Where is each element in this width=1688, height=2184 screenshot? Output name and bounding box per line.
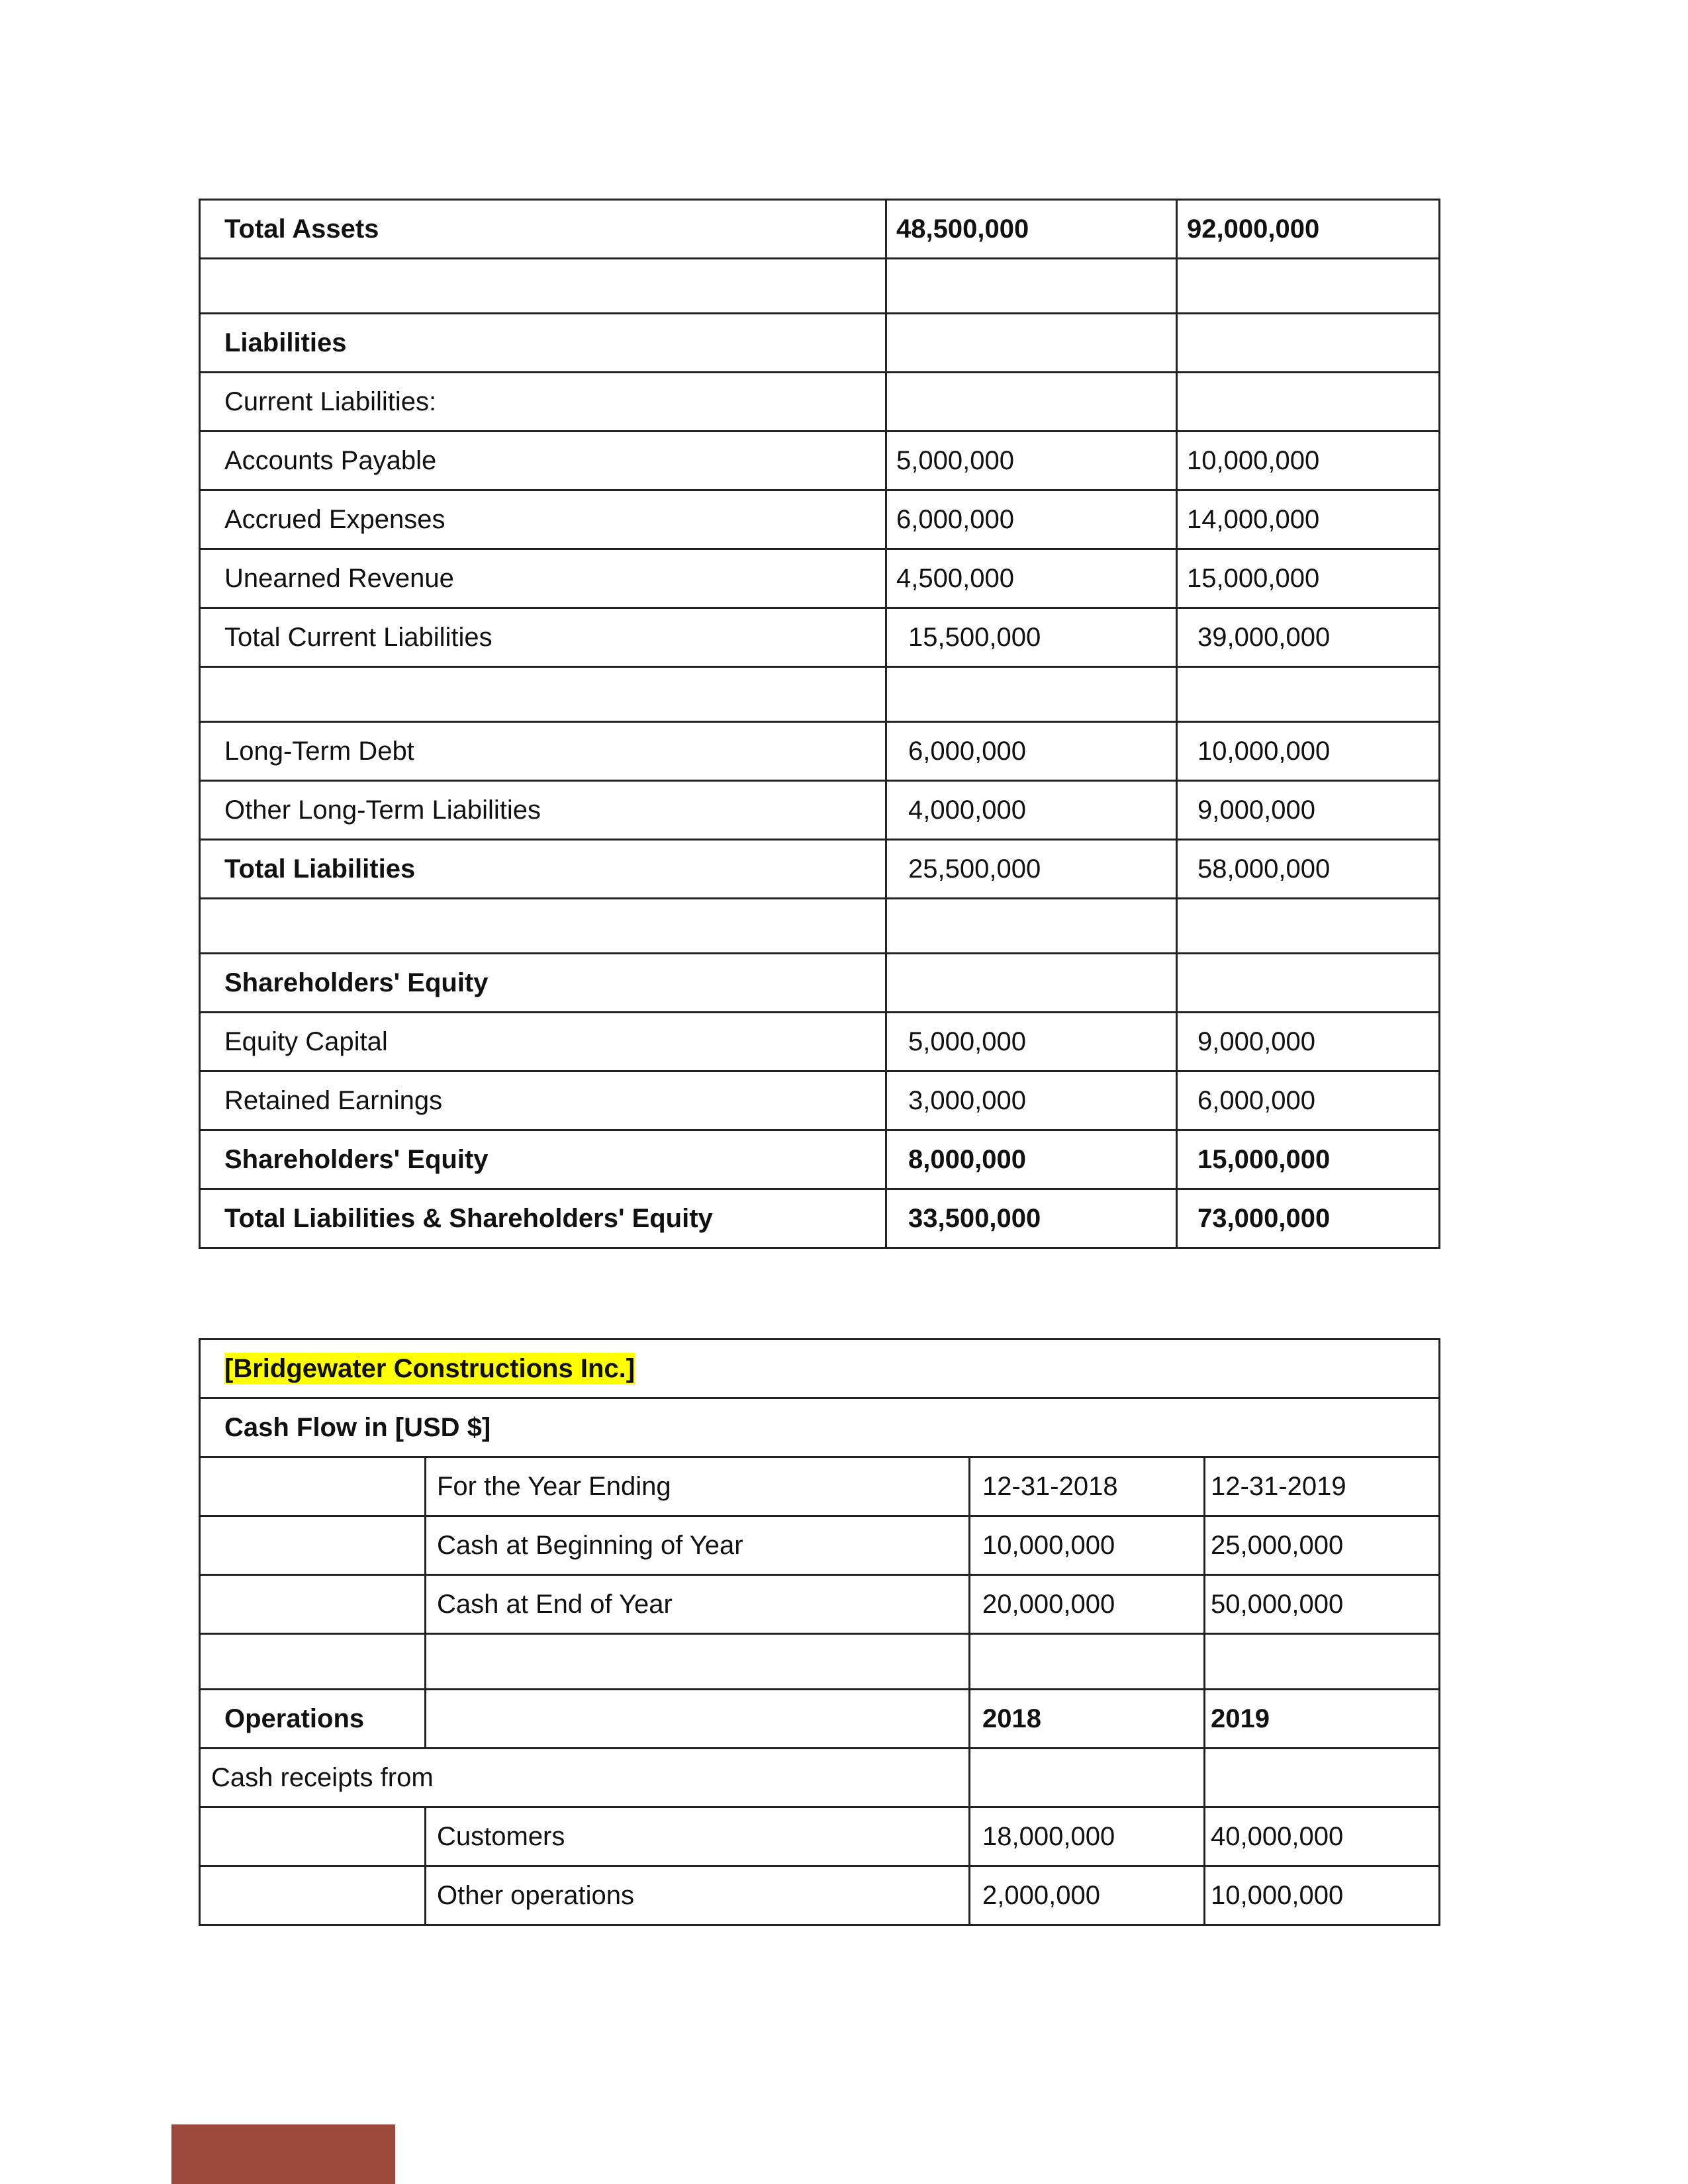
cash-flow-subtitle-row <box>200 1398 1440 1457</box>
value-2018: 48,500,000 <box>886 200 1177 259</box>
row-label: Equity Capital <box>200 1013 886 1071</box>
table-row <box>200 1071 1440 1130</box>
value-2018: 8,000,000 <box>886 1130 1177 1189</box>
row-label: Unearned Revenue <box>200 549 886 608</box>
balance-sheet-table <box>199 199 1440 1249</box>
value-2019: 15,000,000 <box>1177 1130 1440 1189</box>
empty-cell <box>200 1866 426 1925</box>
row-label: Accounts Payable <box>200 432 886 490</box>
value-2019: 58,000,000 <box>1177 840 1440 899</box>
empty-cell <box>200 1516 426 1575</box>
value-2019: 25,000,000 <box>1205 1516 1440 1575</box>
value-2019 <box>1177 899 1440 954</box>
empty-cell <box>426 1690 970 1749</box>
value-2018: 2,000,000 <box>970 1866 1205 1925</box>
period-2018: 12-31-2018 <box>970 1457 1205 1516</box>
table-row <box>200 1013 1440 1071</box>
table-row <box>200 1189 1440 1248</box>
value-2019: 9,000,000 <box>1177 781 1440 840</box>
value-2019: 10,000,000 <box>1177 722 1440 781</box>
value-2019 <box>1177 259 1440 314</box>
value-2018 <box>886 259 1177 314</box>
value-2019 <box>1177 314 1440 373</box>
table-row <box>200 1130 1440 1189</box>
company-name-cell <box>200 1340 1440 1398</box>
row-label: Total Current Liabilities <box>200 608 886 667</box>
receipts-label: Cash receipts from <box>200 1749 970 1807</box>
period-2019: 12-31-2019 <box>1205 1457 1440 1516</box>
receipts-header-row <box>200 1749 1440 1807</box>
empty-cell <box>200 1575 426 1634</box>
value-2018: 33,500,000 <box>886 1189 1177 1248</box>
empty-cell <box>970 1634 1205 1690</box>
spacer-row <box>200 899 1440 954</box>
value-2019 <box>1177 667 1440 722</box>
value-2018: 4,000,000 <box>886 781 1177 840</box>
value-2018: 15,500,000 <box>886 608 1177 667</box>
table-row <box>200 1866 1440 1925</box>
table-row <box>200 1575 1440 1634</box>
value-2018: 18,000,000 <box>970 1807 1205 1866</box>
row-label: Total Assets <box>200 200 886 259</box>
value-2018: 5,000,000 <box>886 432 1177 490</box>
empty-cell <box>426 1634 970 1690</box>
operations-2019: 2019 <box>1205 1690 1440 1749</box>
row-label: Long-Term Debt <box>200 722 886 781</box>
value-2018 <box>886 954 1177 1013</box>
row-label <box>200 259 886 314</box>
row-label: Shareholders' Equity <box>200 954 886 1013</box>
empty-cell <box>200 1807 426 1866</box>
table-row <box>200 314 1440 373</box>
row-label: Retained Earnings <box>200 1071 886 1130</box>
company-name-row <box>200 1340 1440 1398</box>
row-label: Customers <box>426 1807 970 1866</box>
value-2019: 6,000,000 <box>1177 1071 1440 1130</box>
table-row <box>200 432 1440 490</box>
value-2019: 15,000,000 <box>1177 549 1440 608</box>
value-2019 <box>1177 373 1440 432</box>
value-2019: 9,000,000 <box>1177 1013 1440 1071</box>
table-row <box>200 549 1440 608</box>
table-row <box>200 200 1440 259</box>
value-2018 <box>886 899 1177 954</box>
row-label: Shareholders' Equity <box>200 1130 886 1189</box>
value-2018 <box>886 373 1177 432</box>
row-label: Cash at End of Year <box>426 1575 970 1634</box>
value-2018: 25,500,000 <box>886 840 1177 899</box>
value-2019: 40,000,000 <box>1205 1807 1440 1866</box>
operations-2018: 2018 <box>970 1690 1205 1749</box>
value-2019: 39,000,000 <box>1177 608 1440 667</box>
table-row <box>200 954 1440 1013</box>
row-label: Accrued Expenses <box>200 490 886 549</box>
empty-cell <box>1205 1749 1440 1807</box>
balance-sheet-body <box>200 200 1440 1248</box>
table-row <box>200 722 1440 781</box>
row-label: Total Liabilities & Shareholders' Equity <box>200 1189 886 1248</box>
value-2019: 50,000,000 <box>1205 1575 1440 1634</box>
company-name: [Bridgewater Constructions Inc.] <box>224 1354 635 1383</box>
value-2018 <box>886 667 1177 722</box>
value-2019: 73,000,000 <box>1177 1189 1440 1248</box>
empty-cell <box>200 1457 426 1516</box>
table-row <box>200 608 1440 667</box>
spacer-row <box>200 667 1440 722</box>
row-label: Other Long-Term Liabilities <box>200 781 886 840</box>
value-2019 <box>1177 954 1440 1013</box>
row-label: Liabilities <box>200 314 886 373</box>
value-2018 <box>886 314 1177 373</box>
value-2019: 10,000,000 <box>1177 432 1440 490</box>
empty-cell <box>970 1749 1205 1807</box>
value-2019: 14,000,000 <box>1177 490 1440 549</box>
spacer-row <box>200 1634 1440 1690</box>
operations-row <box>200 1690 1440 1749</box>
spacer-row <box>200 259 1440 314</box>
row-label: Other operations <box>426 1866 970 1925</box>
table-row <box>200 490 1440 549</box>
empty-cell <box>200 1634 426 1690</box>
row-label: Total Liabilities <box>200 840 886 899</box>
value-2018: 5,000,000 <box>886 1013 1177 1071</box>
value-2018: 4,500,000 <box>886 549 1177 608</box>
row-label <box>200 899 886 954</box>
operations-label: Operations <box>200 1690 426 1749</box>
table-row <box>200 1807 1440 1866</box>
period-row <box>200 1457 1440 1516</box>
value-2018: 20,000,000 <box>970 1575 1205 1634</box>
value-2018: 6,000,000 <box>886 722 1177 781</box>
empty-cell <box>1205 1634 1440 1690</box>
value-2018: 6,000,000 <box>886 490 1177 549</box>
row-label <box>200 667 886 722</box>
value-2019: 92,000,000 <box>1177 200 1440 259</box>
table-row <box>200 1516 1440 1575</box>
cash-flow-subtitle: Cash Flow in [USD $] <box>200 1398 1440 1457</box>
cash-flow-table <box>199 1338 1440 1926</box>
period-label: For the Year Ending <box>426 1457 970 1516</box>
row-label: Current Liabilities: <box>200 373 886 432</box>
table-row <box>200 781 1440 840</box>
row-label: Cash at Beginning of Year <box>426 1516 970 1575</box>
value-2019: 10,000,000 <box>1205 1866 1440 1925</box>
value-2018: 10,000,000 <box>970 1516 1205 1575</box>
table-row <box>200 373 1440 432</box>
table-row <box>200 840 1440 899</box>
footer-accent-bar <box>171 2124 395 2184</box>
value-2018: 3,000,000 <box>886 1071 1177 1130</box>
